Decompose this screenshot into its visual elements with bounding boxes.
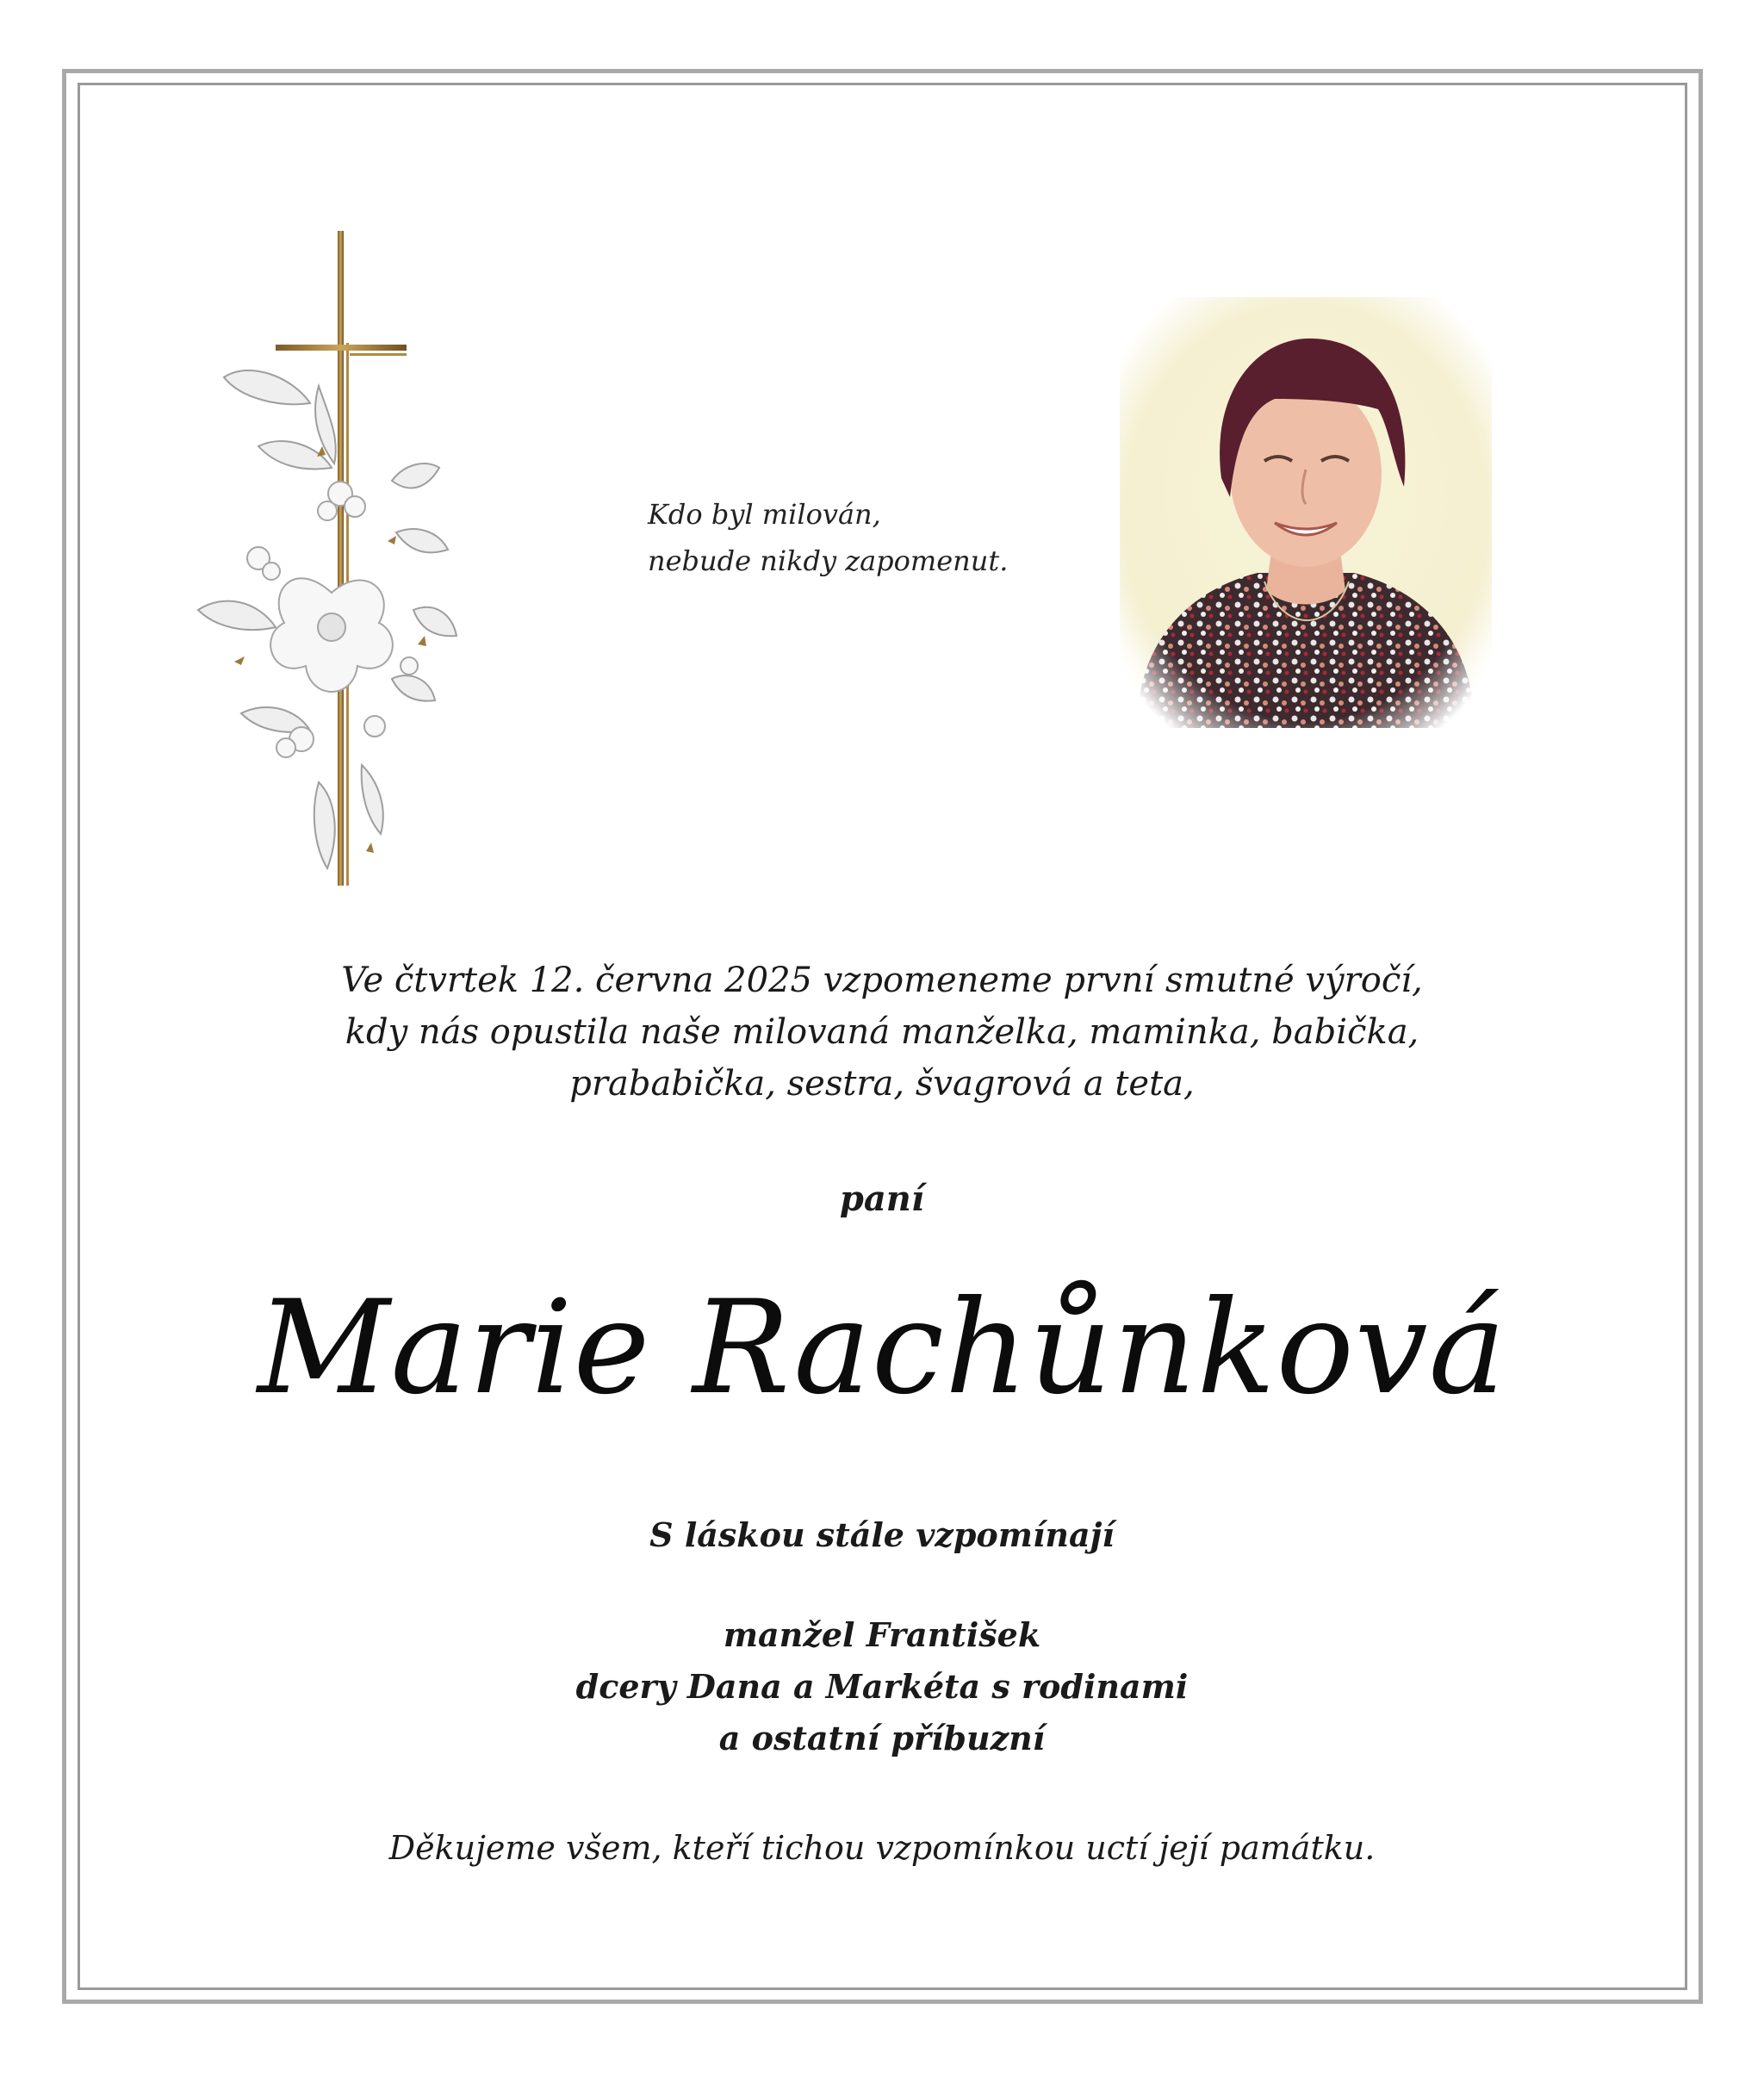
family-list: [103, 1609, 1661, 1764]
portrait-photo: [1120, 297, 1492, 728]
announcement-line: prababička, sestra, švagrová a teta,: [569, 1064, 1195, 1104]
family-line: a ostatní příbuzní: [718, 1719, 1046, 1757]
motto-line: nebude nikdy zapomenut.: [648, 544, 1009, 577]
cross-with-flowers-icon: [189, 231, 465, 911]
family-line: manžel František: [723, 1615, 1041, 1654]
remember-line: S láskou stále vzpomínají: [649, 1515, 1115, 1554]
family-line: dcery Dana a Markéta s rodinami: [575, 1667, 1189, 1706]
announcement-line: kdy nás opustila naše milovaná manželka, maminka, babička,: [345, 1012, 1419, 1052]
thanks-line: Děkujeme všem, kteří tichou vzpomínkou uctí její památku.: [388, 1829, 1376, 1867]
deceased-name: Marie Rachůnková: [257, 1273, 1507, 1423]
honorific: paní: [839, 1179, 925, 1219]
motto-line: Kdo byl milován,: [648, 498, 881, 531]
announcement: [103, 955, 1661, 1110]
motto: [648, 491, 1096, 584]
announcement-line: Ve čtvrtek 12. června 2025 vzpomeneme první smutné výročí,: [341, 961, 1423, 1000]
